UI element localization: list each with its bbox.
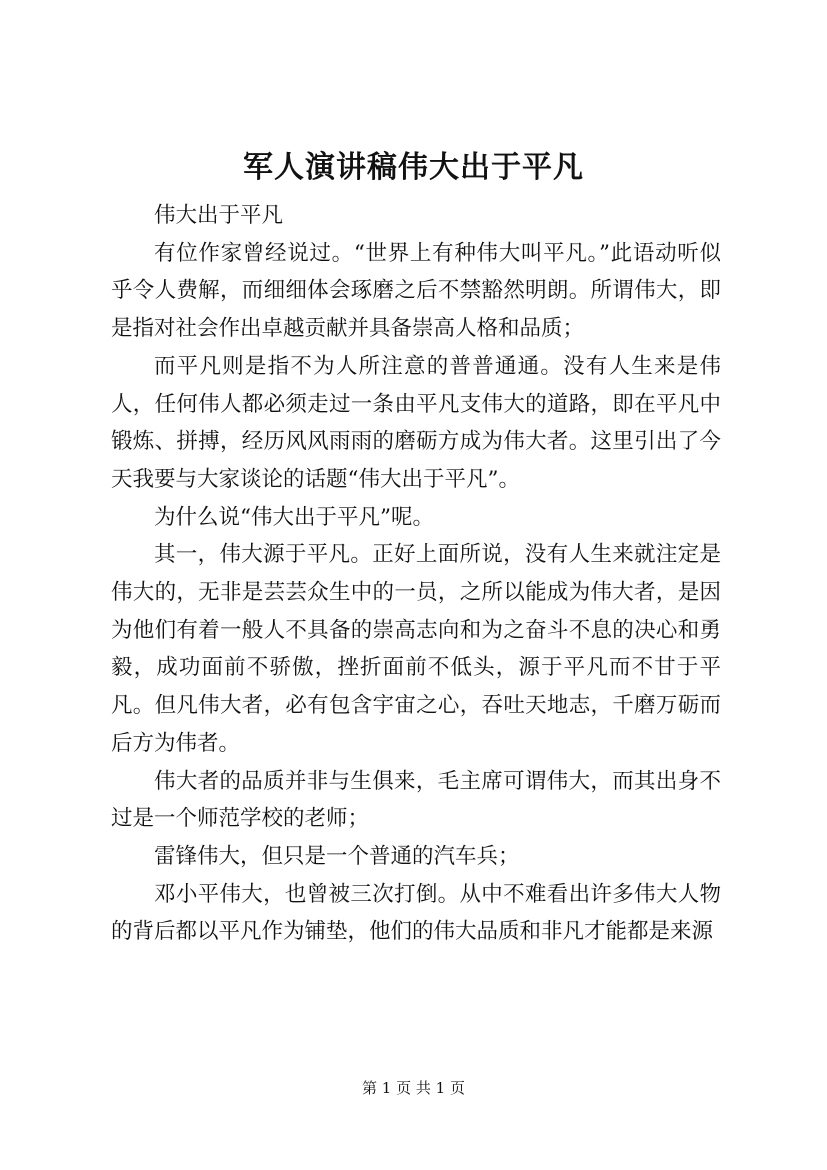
document-title: 军人演讲稿伟大出于平凡 (243, 150, 584, 185)
document-body (111, 197, 721, 951)
paragraph: 其一，伟大源于平凡。正好上面所说，没有人生来就注定是伟大的，无非是芸芸众生中的一员，之所以能成为伟大者，是因为他们有着一般人不具备的崇高志向和为之奋斗不息的决心和勇毅，成功面前不骄傲，挫折面前不低头，源于平凡而不甘于平凡。但凡伟大者，必有包含宇宙之心，吞吐天地志，千磨万砺而后方为伟者。 (111, 542, 721, 756)
paragraph: 有位作家曾经说过。“世界上有种伟大叫平凡。”此语动听似乎令人费解，而细细体会琢磨之后不禁豁然明朗。所谓伟大，即是指对社会作出卓越贡献并具备崇高人格和品质； (111, 240, 721, 342)
page-number-footer: 第 1 页 共 1 页 (362, 1079, 465, 1097)
paragraph: 而平凡则是指不为人所注意的普普通通。没有人生来是伟人，任何伟人都必须走过一条由平凡支伟大的道路，即在平凡中锻炼、拼搏，经历风风雨雨的磨砺方成为伟大者。这里引出了今天我要与大家谈论的话题“伟大出于平凡”。 (111, 353, 721, 492)
paragraph: 伟大出于平凡 (154, 203, 284, 228)
paragraph: 邓小平伟大，也曾被三次打倒。从中不难看出许多伟大人物的背后都以平凡作为铺垫，他们的伟大品质和非凡才能都是来源 (111, 881, 721, 945)
paragraph: 雷锋伟大，但只是一个普通的汽车兵； (154, 843, 520, 869)
paragraph: 伟大者的品质并非与生俱来，毛主席可谓伟大，而其出身不过是一个师范学校的老师； (111, 768, 721, 832)
paragraph: 为什么说“伟大出于平凡”呢。 (154, 504, 434, 530)
